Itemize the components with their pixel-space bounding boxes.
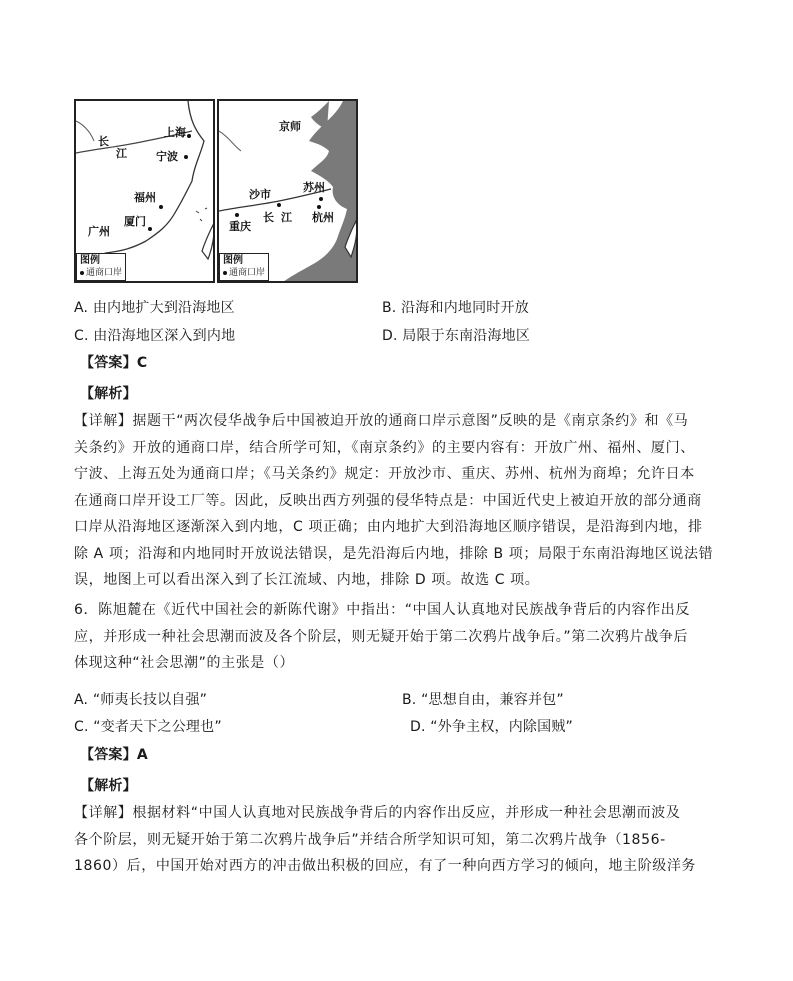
q6-option-d: D. “外争主权，内除国贼” [410,719,573,735]
map-legend [76,253,126,281]
map-first-opium-war-ports [74,99,215,283]
port-marker-xiamen [148,227,152,231]
q5-option-a: A. 由内地扩大到沿海地区 [74,300,235,316]
q5-detail-line: 误，地图上可以看出深入到了长江流域、内地，排除 D 项。故选 C 项。 [74,572,540,588]
q5-option-d: D. 局限于东南沿海地区 [382,328,531,344]
q6-stem [74,597,694,677]
label-jingshi: 京师 [279,120,301,133]
label-guangzhou: 广州 [88,225,110,238]
map-legend [219,253,269,281]
map-second-ports [217,99,358,283]
q6-option-c: C. “变者天下之公理也” [74,719,222,735]
q6-analysis-heading: 【解析】 [80,778,137,794]
legend-item-label: 通商口岸 [229,268,266,278]
port-marker-chongqing [235,213,239,217]
label-ningbo: 宁波 [156,150,178,163]
label-changjiang-chang: 长 [263,211,274,224]
port-marker-fuzhou [159,205,163,209]
q5-detail-line: 在通商口岸开设工厂等。因此，反映出西方列强的侵华特点是：中国近代史上被迫开放的部分通商 [74,492,702,509]
legend-item-label: 通商口岸 [86,268,123,278]
legend-dot [223,271,227,275]
port-marker-hangzhou [317,205,321,209]
q6-stem-line: 体现这种“社会思潮”的主张是（） [74,655,295,671]
q6-detail-line: 1860）后，中国开始对西方的冲击做出积极的回应，有了一种向西方学习的倾向，地主阶级洋务 [74,858,697,874]
q6-answer [80,745,148,765]
legend-title: 图例 [80,255,100,266]
q5-detail-line: 宁波、上海五处为通商口岸；《马关条约》规定：开放沙市、重庆、苏州、杭州为商埠；允许日本 [74,466,695,482]
q6-option-a: A. “师夷长技以自强” [74,692,208,708]
port-marker-ningbo [184,155,188,159]
q5-detail-line: 口岸从沿海地区逐渐深入到内地，C 项正确；由内地扩大到沿海地区顺序错误，是沿海到内地，排 [74,519,703,535]
label-changjiang-jiang: 江 [281,211,292,224]
port-marker-suzhou [319,197,323,201]
legend-dot [80,271,84,275]
q5-option-b: B. 沿海和内地同时开放 [382,300,529,316]
label-changjiang-jiang: 江 [116,147,127,160]
q6-stem-line: 6．陈旭麓在《近代中国社会的新陈代谢》中指出：“中国人认真地对民族战争背后的内容作出反 [74,602,690,618]
port-marker-shashi [277,203,281,207]
q6-stem-line: 应，并形成一种社会思潮而波及各个阶层，则无疑开始于第二次鸦片战争后。”第二次鸦片战争后 [74,628,689,645]
answer-label: 【答案】 [80,747,137,763]
q5-analysis-heading: 【解析】 [80,386,137,402]
q5-answer [80,353,147,373]
legend-item [223,267,265,279]
q5-detail-line: 除 A 项；沿海和内地同时开放说法错误，是先沿海后内地，排除 B 项；局限于东南沿海地区说法错 [74,545,714,562]
q5-detail-line: 【详解】据题干“两次侵华战争后中国被迫开放的通商口岸示意图”反映的是《南京条约》和《马 [74,413,689,429]
label-suzhou: 苏州 [303,181,325,194]
label-shanghai: 上海 [164,126,186,139]
q5-option-c: C. 由沿海地区深入到内地 [74,328,236,344]
label-chongqing: 重庆 [229,220,251,233]
label-changjiang-chang: 长 [98,135,109,148]
q6-detail-line: 各个阶层，则无疑开始于第二次鸦片战争后”并结合所学知识可知，第二次鸦片战争（1856- [74,831,666,848]
legend-item [80,267,122,279]
q5-detail-line: 关条约》开放的通商口岸，结合所学可知，《南京条约》的主要内容有：开放广州、福州、厦门、 [74,439,695,456]
answer-label: 【答案】 [80,355,137,371]
q6-detail-line: 【详解】根据材料“中国人认真地对民族战争背后的内容作出反应，并形成一种社会思潮而波及 [74,805,681,821]
q5-detail-paragraph [74,408,714,594]
label-hangzhou: 杭州 [312,211,334,224]
label-xiamen: 厦门 [124,215,146,228]
label-shashi: 沙市 [249,188,271,201]
label-fuzhou: 福州 [134,191,156,204]
legend-title: 图例 [223,255,243,266]
answer-value: A [136,747,148,763]
q6-detail-paragraph [74,800,697,880]
answer-value: C [136,355,148,371]
q6-option-b: B. “思想自由，兼容并包” [402,692,564,708]
port-marker-shanghai [187,134,191,138]
